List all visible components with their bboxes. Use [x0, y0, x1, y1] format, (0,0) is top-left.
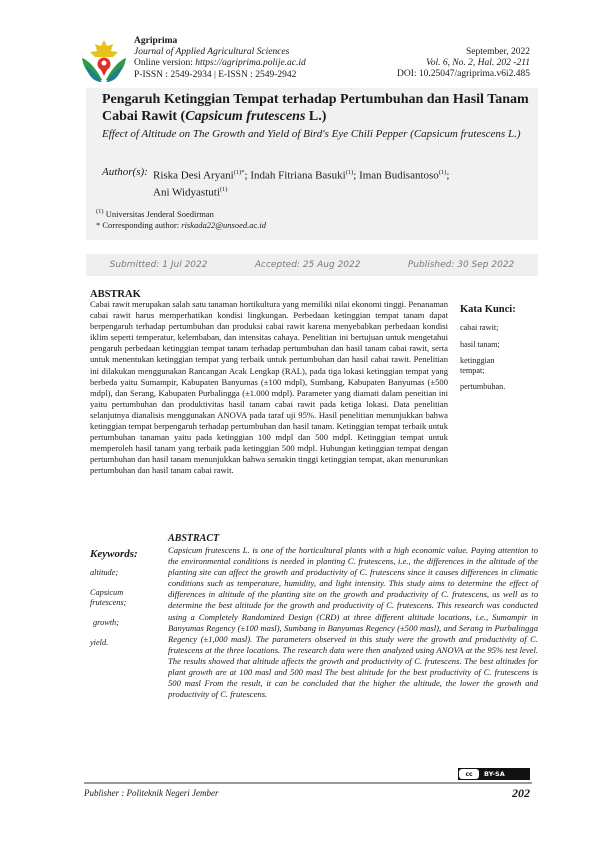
journal-name: Agriprima	[134, 36, 178, 46]
kata-kunci-item: pertumbuhan.	[460, 382, 506, 391]
published-date: Published: 30 Sep 2022	[407, 260, 515, 270]
journal-subtitle: Journal of Applied Agricultural Sciences	[134, 47, 290, 58]
footer-divider	[84, 782, 532, 784]
online-label: Online version:	[134, 58, 196, 69]
journal-logo	[80, 36, 128, 84]
affiliation-block	[96, 206, 266, 231]
author-sup: (1)	[219, 186, 228, 194]
publisher: Publisher : Politeknik Negeri Jember	[84, 788, 219, 798]
issue-info	[397, 47, 530, 81]
author-name: Iman Budisantoso	[359, 169, 439, 182]
volume-pages: Vol. 6, No. 2, Hal. 202 -211	[425, 58, 530, 69]
author-sep: ;	[353, 169, 360, 182]
author-sup: (1)	[345, 169, 354, 176]
keywords-heading: Keywords:	[90, 548, 138, 560]
accepted-date: Accepted: 25 Aug 2022	[254, 260, 361, 270]
keyword-item: Capsicum frutescens;	[90, 588, 127, 607]
abstract-text: Capsicum frutescens L. is one of the horticultural plants with a high economic value. Paying attention to the environmental conditions is needed in planting C. frutescens, i.e., the differences in the altitude of the planting site can affect the growth and productivity of C. frutescens since it causes differences in climatic conditions such as temperature, humidity, and light intensity. This study aims to determine the effect of differences in altitude of the planting site on the growth and productivity of C. frutescens, as well as to determine the best altitude for the growth and productivity of C. frutescens. This research was conducted using a Completely Randomized Design (CRD) at three different altitude locations, i.e., Sumampir in Banyumas Regency (±100 masl), Sumbang in Banyumas Regency (±500 masl), and Serang in Purbalingga Regency (±1,000 masl). The parameters observed in this study were the growth and productivity of C. frutescens at the three locations. The research data were then analyzed using ANOVA at the 95% test level. The results showed that altitude affects the growth and productivity of C. frutescens. The best altitudes for plant growth are at 100 masl and 500 masl The best altitude for the best productivity of C. frutescens is 500 masl From the result, it can be concluded that the higher the altitude, the lower the growth and productivity of C. frutescens.	[168, 545, 538, 700]
issn: P-ISSN : 2549-2934 | E-ISSN : 2549-2942	[134, 69, 297, 80]
creative-commons-icon: cc	[459, 769, 479, 779]
submitted-date: Submitted: 1 Jul 2022	[109, 260, 208, 270]
author-sep: ;	[446, 169, 450, 182]
title-suffix: L.)	[305, 108, 327, 124]
license-label: BY-SA	[484, 770, 505, 778]
keyword-item: altitude;	[90, 568, 119, 577]
author-name: Indah Fitriana Basuki	[250, 169, 346, 182]
author-list	[153, 166, 513, 200]
author-name: Riska Desi Aryani	[153, 169, 234, 182]
kata-kunci	[460, 304, 540, 399]
affiliation-name: Universitas Jenderal Soedirman	[105, 208, 214, 219]
agriprima-logo-icon	[80, 36, 128, 84]
author-sup: (1)	[438, 169, 447, 176]
cc-license-badge[interactable]	[458, 768, 530, 780]
kata-kunci-item: cabai rawit;	[460, 323, 499, 332]
keyword-item: growth;	[93, 618, 119, 627]
abstrak-heading: ABSTRAK	[90, 289, 141, 300]
kata-kunci-heading: Kata Kunci:	[460, 304, 516, 315]
dates-bar	[86, 254, 538, 276]
keywords	[90, 548, 162, 658]
affiliation-sup: (1)	[96, 208, 104, 215]
author-name: Ani Widyastuti	[153, 186, 220, 199]
online-version	[134, 58, 306, 69]
page-number: 202	[512, 786, 530, 800]
affiliation	[96, 206, 266, 220]
kata-kunci-item: ketinggian tempat;	[460, 356, 495, 375]
corresponding-label: * Corresponding author:	[96, 219, 182, 230]
corresponding-email-link[interactable]: riskada22@unsoed.ac.id	[181, 219, 267, 230]
author-sep: ;	[244, 169, 251, 182]
journal-info	[134, 36, 306, 81]
authors-block	[102, 166, 532, 199]
article-title	[102, 92, 532, 125]
keyword-item: yield.	[90, 638, 109, 647]
kata-kunci-item: hasil tanam;	[460, 339, 500, 349]
issue-date: September, 2022	[466, 47, 530, 57]
authors-label: Author(s):	[102, 166, 148, 178]
corresponding-author	[96, 220, 266, 231]
abstract-heading: ABSTRACT	[168, 533, 220, 544]
doi-link[interactable]: DOI: 10.25047/agriprima.v6i2.485	[397, 69, 530, 80]
author-sup: (1)*	[233, 169, 245, 176]
abstrak-text: Cabai rawit merupakan salah satu tanaman hortikultura yang memiliki nilai ekonomi tinggi. Penanaman cabai rawit harus memperhatikan kondisi lingkungan. Perbedaan ketinggian tempat tanam dapat berpengaruh terhadap pertumbuhan dan produksi cabai rawit karena menyebabkan perbedaan kondisi iklim seperti temperatur, kelembaban, dan intensitas cahaya. Penelitian ini bertujuan untuk mengetahui pengaruh perbedaan ketinggian tempat tanam terhadap pertumbuhan dan hasil tanam cabai rawit, serta untuk menentukan ketinggian tempat yang terbaik untuk pertumbuhan dan hasil cabai rawit. Penelitian ini dilakukan menggunakan Rancangan Acak Lengkap (RAL), pada tiga lokasi ketinggian tempat yang berbeda yaitu Sumampir, Kabupaten Banyumas (±100 mdpl), Sumbang, Kabupaten Banyumas (±500 mdpl), dan Serang, Kabupaten Purbalingga (±1.000 mdpl). Parameter yang diamati dalam peneitian ini yaitu pertumbuhan dan produktivitas hasil tanam cabai rawit pada ketiga lokasi. Data penelitian selanjutnya dianalisis menggunakan ANOVA pada taraf uji 95%. Hasil penelitian menunjukkan bahwa ketinggian tempat berpengaruh terhadap pertumbuhan dan hasil tanam. Ketinggian tempat terbaik untuk pertumbuhan tanaman yaitu pada ketinggian 100 mdpl dan 500 mdpl. Ketinggian tempat untuk memperoleh hasil tanam yang terbaik pada ketinggian 500 mdpl. Hubungan ketinggian tempat dengan pertumbuhan dan hasil tanam menunjukkan bahwa semakin tinggi ketinggian tempat, akan menurunkan pertumbuhan dan hasil tanam cabai rawit.	[90, 299, 448, 476]
title-species: Capsicum frutescens	[185, 108, 306, 124]
english-title: Effect of Altitude on The Growth and Yield of Bird's Eye Chili Pepper (Capsicum frutescens L.)	[102, 128, 521, 140]
journal-url-link[interactable]: https://agriprima.polije.ac.id	[195, 58, 306, 69]
title-text: Pengaruh Ketinggian Tempat terhadap Pertumbuhan dan Hasil Tanam Cabai Rawit (	[102, 92, 529, 124]
